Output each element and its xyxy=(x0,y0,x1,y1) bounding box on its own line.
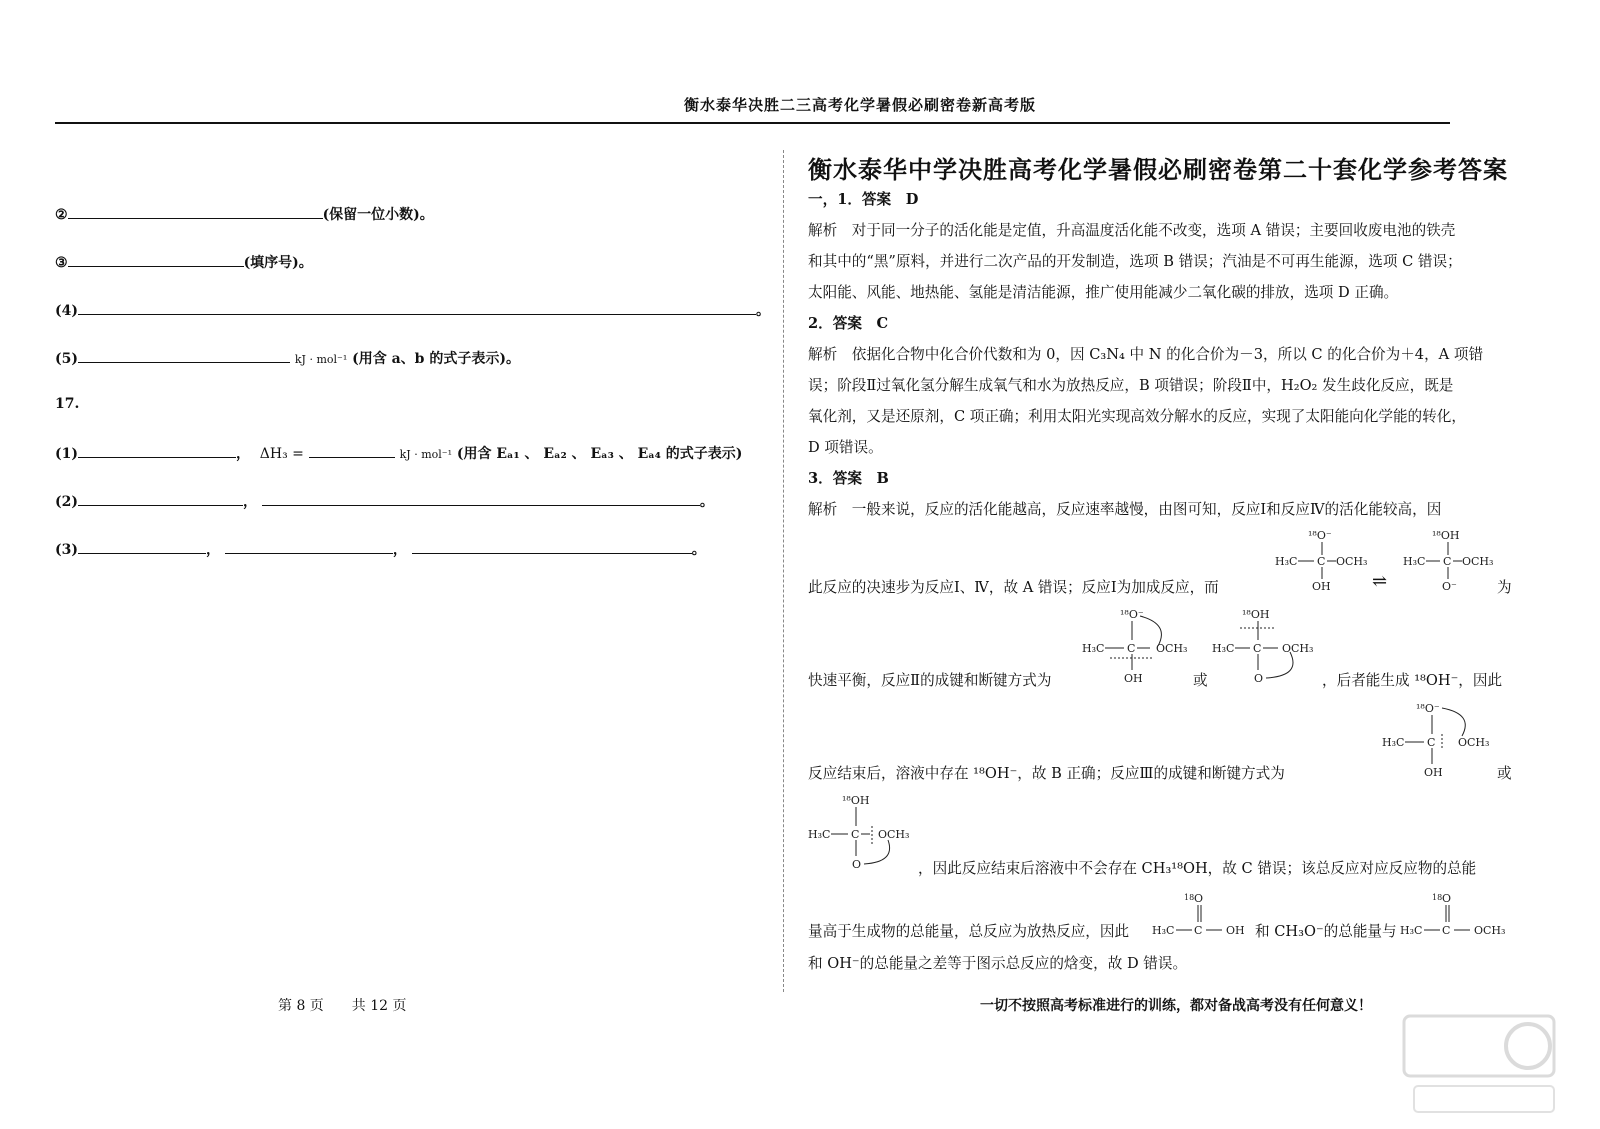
answer-blank[interactable] xyxy=(68,252,244,267)
question-hint: 。 xyxy=(699,494,714,510)
answer-2-line: 误；阶段Ⅱ过氧化氢分解生成氧气和水为放热反应，B 项错误；阶段Ⅱ中，H₂O₂ 发生歧化反应，既是 xyxy=(808,377,1454,394)
answer-blank[interactable] xyxy=(78,300,756,315)
answer-3-line: 或 xyxy=(1193,672,1208,689)
question-number: (2) xyxy=(55,494,78,510)
answer-3-line: ，后者能生成 ¹⁸OH⁻，因此 xyxy=(1322,672,1503,689)
question-number: (4) xyxy=(55,303,78,319)
atom-label: C xyxy=(1194,924,1203,937)
answer-blank[interactable] xyxy=(309,443,395,458)
question-4-line xyxy=(55,300,770,320)
atom-label: O xyxy=(1194,892,1204,905)
answer-blank[interactable] xyxy=(262,491,700,506)
atom-label: H₃C xyxy=(1275,555,1298,568)
structure-reaction-iii-mode-a xyxy=(1380,700,1490,782)
atom-label: C xyxy=(1443,555,1452,568)
atom-label: OCH₃ xyxy=(1458,736,1490,749)
answer-2-line: 氧化剂，又是还原剂，C 项正确；利用太阳光实现高效分解水的反应，实现了太阳能向化学能的转化， xyxy=(808,408,1466,425)
atom-label: H₃C xyxy=(1403,555,1426,568)
atom-label: ¹⁸O⁻ xyxy=(1120,608,1144,621)
answer-3-line: 量高于生成物的总能量，总反应为放热反应，因此 xyxy=(808,923,1130,940)
delta-h-label: ΔH₃ = xyxy=(259,446,304,462)
watermark-logo-icon xyxy=(1400,1010,1560,1120)
answer-blank[interactable] xyxy=(78,443,236,458)
answer-3-line: 或 xyxy=(1497,765,1512,782)
atom-label: OCH₃ xyxy=(878,828,910,841)
question-hint: (填序号)。 xyxy=(243,255,313,271)
answer-blank[interactable] xyxy=(78,539,206,554)
separator: ， xyxy=(392,542,407,558)
question-17-2-line xyxy=(55,491,714,511)
question-17-number: 17. xyxy=(55,396,80,412)
answer-3-line: 解析 一般来说，反应的活化能越高，反应速率越慢，由图可知，反应Ⅰ和反应Ⅳ的活化能较高，因 xyxy=(808,501,1442,518)
atom-label: C xyxy=(1427,736,1436,749)
answer-2-heading: 2．答案 C xyxy=(808,315,889,332)
answer-blank[interactable] xyxy=(68,204,323,219)
isotope-label: 18 xyxy=(1184,893,1195,902)
structure-intermediate-o18-anion xyxy=(1272,527,1372,597)
atom-label: H₃C xyxy=(1212,642,1235,655)
atom-label: ¹⁸O⁻ xyxy=(1416,702,1440,715)
question-hint: 。 xyxy=(691,542,706,558)
atom-label: OH xyxy=(1312,580,1331,593)
answer-3-line: 反应结束后，溶液中存在 ¹⁸OH⁻，故 B 正确；反应Ⅲ的成键和断键方式为 xyxy=(808,765,1285,782)
atom-label: H₃C xyxy=(1400,924,1423,937)
atom-label: H₃C xyxy=(1082,642,1105,655)
atom-label: OH xyxy=(1124,672,1143,685)
question-number: (5) xyxy=(55,351,78,367)
atom-label: C xyxy=(1442,924,1451,937)
answer-3-line: 和 CH₃O⁻的总能量与 xyxy=(1255,923,1397,940)
structure-reaction-ii-mode-a xyxy=(1080,606,1190,688)
atom-label: ¹⁸OH xyxy=(1242,608,1270,621)
answer-blank[interactable] xyxy=(78,348,290,363)
equilibrium-arrow-icon: ⇌ xyxy=(1372,571,1388,592)
question-17-3-line xyxy=(55,539,706,559)
separator: ， xyxy=(243,494,257,510)
answer-2-line: 解析 依据化合物中化合价代数和为 0，因 C₃N₄ 中 N 的化合价为－3，所以 C 的化合价为＋4，A 项错 xyxy=(808,346,1484,363)
structure-reaction-ii-mode-b xyxy=(1210,606,1320,688)
question-number: ② xyxy=(55,207,68,223)
answer-3-line: 快速平衡，反应Ⅱ的成键和断键方式为 xyxy=(808,672,1052,689)
question-17-1-line xyxy=(55,443,742,463)
structure-reaction-iii-mode-b xyxy=(806,792,918,876)
page-number: 第 8 页 共 12 页 xyxy=(278,998,407,1014)
atom-label: OCH₃ xyxy=(1336,555,1368,568)
question-3-line xyxy=(55,252,313,272)
answer-3-line: 为 xyxy=(1497,579,1512,596)
atom-label: OH xyxy=(1226,924,1245,937)
atom-label: O xyxy=(1254,672,1264,685)
atom-label: OCH₃ xyxy=(1474,924,1506,937)
unit-label: kJ · mol⁻¹ xyxy=(294,353,348,366)
atom-label: ¹⁸OH xyxy=(1432,529,1460,542)
atom-label: OCH₃ xyxy=(1462,555,1494,568)
atom-label: ¹⁸O⁻ xyxy=(1308,529,1332,542)
isotope-label: 18 xyxy=(1432,893,1443,902)
answer-blank[interactable] xyxy=(412,539,692,554)
atom-label: H₃C xyxy=(1152,924,1175,937)
answer-1-heading: 一，1．答案 D xyxy=(808,191,919,208)
answer-3-line: ，因此反应结束后溶液中不会存在 CH₃¹⁸OH，故 C 错误；该总反应对应反应物的总能 xyxy=(918,860,1477,877)
answer-title: 衡水泰华中学决胜高考化学暑假必刷密卷第二十套化学参考答案 xyxy=(808,155,1508,184)
answer-3-line: 此反应的决速步为反应Ⅰ、Ⅳ，故 A 错误；反应Ⅰ为加成反应，而 xyxy=(808,579,1219,596)
atom-label: OCH₃ xyxy=(1156,642,1188,655)
question-number: (3) xyxy=(55,542,78,558)
atom-label: O⁻ xyxy=(1442,580,1457,593)
atom-label: O xyxy=(1442,892,1452,905)
separator: ， xyxy=(236,446,250,462)
question-hint: (保留一位小数)。 xyxy=(322,207,434,223)
column-divider xyxy=(783,150,784,992)
footer-slogan: 一切不按照高考标准进行的训练，都对备战高考没有任何意义！ xyxy=(980,998,1372,1014)
separator: ， xyxy=(206,542,220,558)
question-2-line xyxy=(55,204,434,224)
atom-label: O xyxy=(852,858,862,871)
question-5-line xyxy=(55,348,520,368)
answer-1-line: 太阳能、风能、地热能、氢能是清洁能源，推广使用能减少二氧化碳的排放，选项 D 正确。 xyxy=(808,284,1399,301)
structure-intermediate-o18h xyxy=(1400,527,1500,597)
question-hint: (用含 Eₐ₁ 、 Eₐ₂ 、 Eₐ₃ 、 Eₐ₄ 的式子表示) xyxy=(456,446,743,462)
unit-label: kJ · mol⁻¹ xyxy=(399,448,452,461)
atom-label: OCH₃ xyxy=(1282,642,1314,655)
answer-2-line: D 项错误。 xyxy=(808,439,883,456)
atom-label: ¹⁸OH xyxy=(842,794,870,807)
answer-1-line: 和其中的“黑”原料，并进行二次产品的开发制造，选项 B 错误；汽油是不可再生能源，选项 C 错误； xyxy=(808,253,1462,270)
question-hint: 。 xyxy=(756,303,770,319)
question-hint: (用含 a、b 的式子表示)。 xyxy=(352,351,520,367)
question-number: (1) xyxy=(55,446,78,462)
atom-label: C xyxy=(851,828,860,841)
answer-1-line: 解析 对于同一分子的活化能是定值，升高温度活化能不改变，选项 A 错误；主要回收废电池的铁壳 xyxy=(808,222,1456,239)
header-rule xyxy=(55,122,1450,124)
page-header: 衡水泰华决胜二三高考化学暑假必刷密卷新高考版 xyxy=(683,96,1036,114)
atom-label: C xyxy=(1127,642,1136,655)
atom-label: OH xyxy=(1424,766,1443,779)
atom-label: H₃C xyxy=(808,828,831,841)
structure-methyl-acetate-o18 xyxy=(1398,886,1518,938)
answer-3-heading: 3．答案 B xyxy=(808,470,889,487)
answer-blank[interactable] xyxy=(78,491,243,506)
atom-label: H₃C xyxy=(1382,736,1405,749)
answer-3-line: 和 OH⁻的总能量之差等于图示总反应的焓变，故 D 错误。 xyxy=(808,955,1188,972)
answer-blank[interactable] xyxy=(225,539,393,554)
atom-label: C xyxy=(1317,555,1326,568)
question-number: ③ xyxy=(55,255,68,271)
structure-acetic-acid-o18 xyxy=(1150,886,1258,938)
atom-label: C xyxy=(1253,642,1262,655)
